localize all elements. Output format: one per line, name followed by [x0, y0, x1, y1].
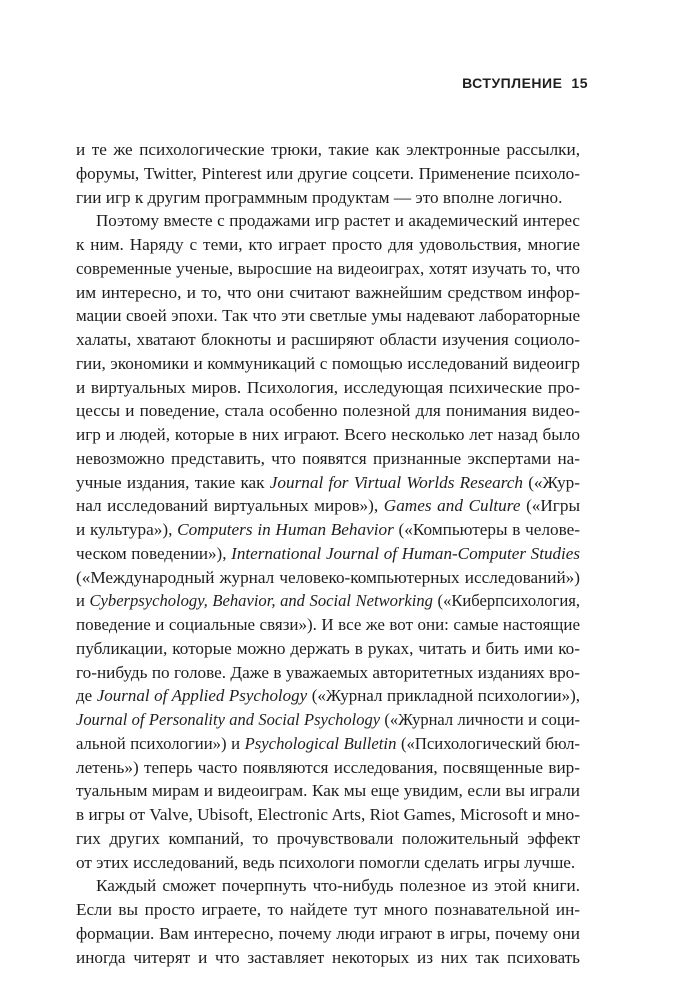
text-line	[76, 518, 580, 542]
text-run: («Журнал личности и соци-	[380, 710, 580, 729]
running-header	[462, 75, 588, 91]
text-run: («Психологический бюл-	[396, 733, 580, 753]
section-title: ВСТУПЛЕНИЕ	[462, 75, 563, 91]
text-line: гих других компаний, то прочувствовали положительный эффект	[76, 828, 580, 848]
text-line: летень») теперь часто появляются исследования, посвященные вир-	[76, 757, 580, 777]
text-run: и	[76, 591, 90, 611]
journal-title: Journal of Applied Psychology	[96, 686, 308, 706]
text-line: от этих исследований, ведь психологи помогли сделать игры лучше.	[76, 852, 576, 872]
text-line	[76, 494, 580, 518]
journal-title: Psychological Bulletin	[244, 733, 397, 753]
text-line	[76, 684, 580, 708]
text-line: формации. Вам интересно, почему люди играют в игры, почему они	[76, 923, 580, 943]
text-line: и виртуальных миров. Психология, исследующая психические про-	[76, 377, 580, 397]
text-line: мации своей эпохи. Так что эти светлые умы надевают лабораторные	[76, 306, 580, 326]
text-line: невозможно представить, что появятся признанные экспертами на-	[76, 448, 580, 468]
body-text	[76, 138, 580, 969]
page-number: 15	[571, 75, 588, 91]
text-line: форумы, Twitter, Pinterest или другие соцсети. Применение психоло-	[76, 163, 580, 183]
text-run: («Киберпсихология,	[432, 591, 580, 611]
journal-title: Cyberpsychology, Behavior, and Social Networking	[89, 591, 433, 611]
text-line	[76, 542, 580, 566]
text-run: («Жур-	[522, 472, 580, 492]
text-line: го-нибудь по голове. Даже в уважаемых авторитетных изданиях вро-	[76, 662, 580, 682]
text-line: гии, экономики и коммуникаций с помощью исследований видеоигр	[76, 353, 580, 373]
text-line: в игры от Valve, Ubisoft, Electronic Arts, Riot Games, Microsoft и мно-	[76, 805, 580, 824]
text-run: («Компьютеры в челове-	[393, 520, 580, 539]
text-line	[76, 471, 580, 495]
journal-title: Journal of Personality and Social Psychology	[76, 710, 381, 729]
journal-title: International Journal of Human-Computer Studies	[231, 543, 580, 563]
text-line: («Международный журнал человеко-компьютерных исследований»)	[76, 567, 580, 587]
text-run: ческом поведении»),	[76, 543, 232, 563]
text-run: альной психологии») и	[76, 733, 245, 753]
text-run: де	[76, 686, 97, 706]
text-run: нал исследований виртуальных миров»),	[76, 496, 384, 516]
text-line: поведение и социальные связи»). И все же вот они: самые настоящие	[76, 615, 580, 634]
text-line	[76, 708, 580, 732]
text-line: игр и людей, которые в них играют. Всего несколько лет назад было	[76, 425, 580, 444]
text-line: современные ученые, выросшие на видеоиграх, хотят изучать то, что	[76, 258, 580, 278]
text-line: Каждый сможет почерпнуть что-нибудь полезное из этой книги.	[96, 876, 580, 896]
text-run: («Журнал прикладной психологии»),	[307, 686, 580, 706]
text-line: туальным мирам и видеоиграм. Как мы еще увидим, если вы играли	[76, 781, 580, 801]
text-line: к ним. Наряду с теми, кто играет просто для удовольствия, многие	[76, 235, 580, 254]
text-line: Поэтому вместе с продажами игр растет и академический интерес	[96, 211, 580, 231]
text-line: им интересно, и то, что они считают важнейшим средством инфор-	[76, 282, 580, 302]
text-line: публикации, которые можно держать в руках, читать и бить ими ко-	[76, 638, 580, 658]
text-line: Если вы просто играете, то найдете тут много познавательной ин-	[76, 900, 580, 919]
text-line: халаты, хватают блокноты и расширяют области изучения социоло-	[76, 330, 580, 349]
journal-title: Games and Culture	[383, 496, 521, 516]
journal-title: Computers in Human Behavior	[177, 520, 394, 539]
text-line: гии игр к другим программным продуктам — это вполне логично.	[76, 187, 563, 207]
text-line: и те же психологические трюки, такие как электронные рассылки,	[76, 140, 580, 159]
journal-title: Journal for Virtual Worlds Research	[269, 472, 523, 492]
text-line	[76, 732, 580, 756]
text-line	[76, 589, 580, 613]
text-line: цессы и поведение, стала особенно полезной для понимания видео-	[76, 401, 580, 421]
text-run: («Игры	[520, 496, 580, 516]
text-run: и культура»),	[76, 520, 178, 539]
text-run: учные издания, такие как	[76, 472, 270, 492]
text-line: иногда читерят и что заставляет некоторых из них так психовать	[76, 947, 580, 967]
